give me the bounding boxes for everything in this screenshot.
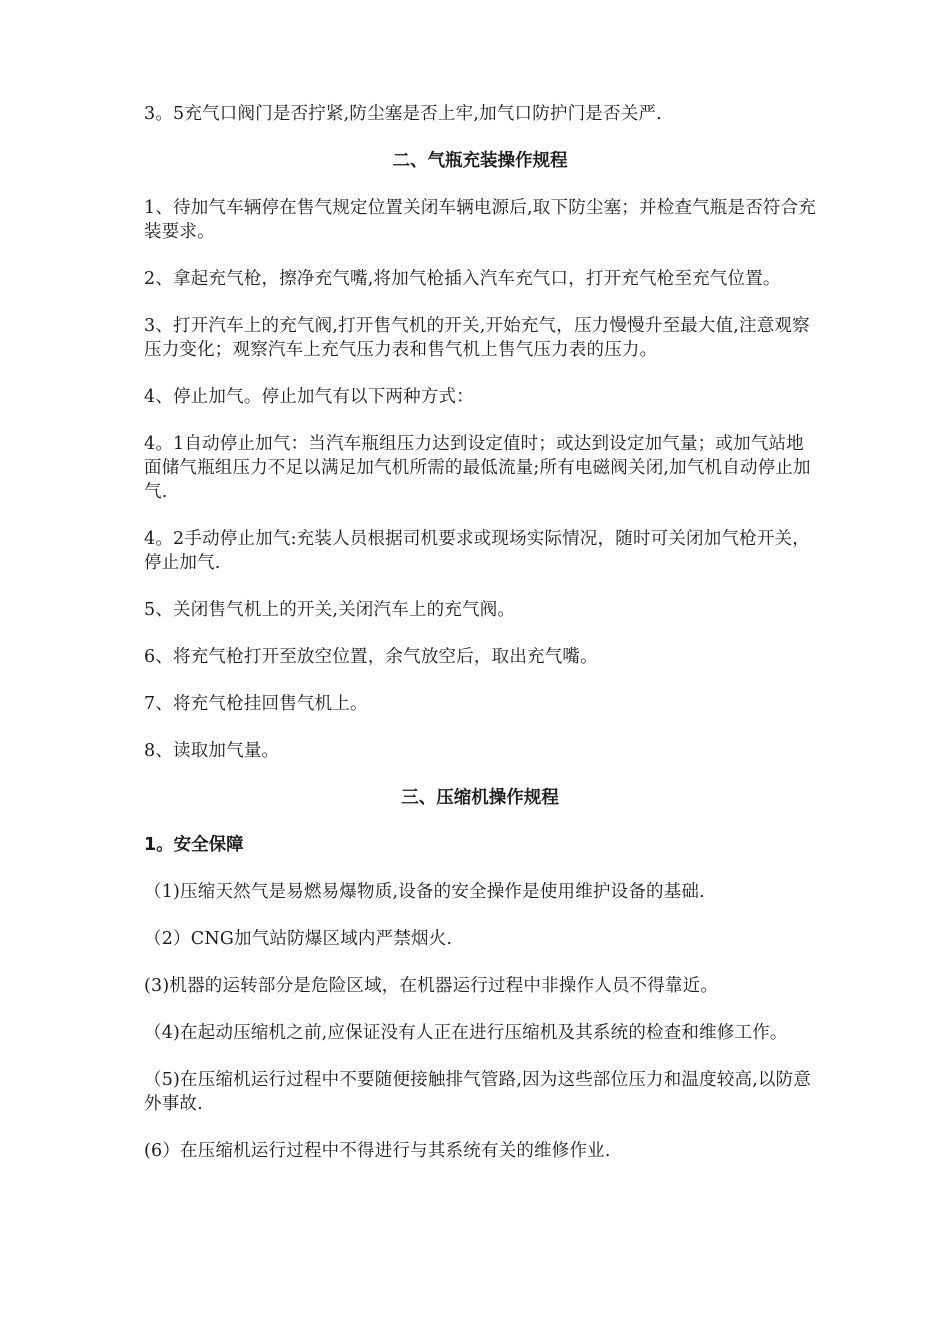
paragraph-s2-7: 7、将充气枪挂回售气机上。	[144, 694, 368, 714]
safety-item-5: （5)在压缩机运行过程中不要随便接触排气管路,因为这些部位压力和温度较高,以防意外事故.	[144, 1070, 812, 1114]
paragraph-s2-2: 2、拿起充气枪，擦净充气嘴,将加气枪插入汽车充气口，打开充气枪至充气位置。	[144, 269, 781, 289]
document-body	[144, 102, 816, 1186]
section-3-heading: 三、压缩机操作规程	[401, 788, 559, 808]
safety-item-6: (6）在压缩机运行过程中不得进行与其系统有关的维修作业.	[144, 1141, 611, 1161]
paragraph-s2-4: 4、停止加气。停止加气有以下两种方式：	[144, 387, 474, 407]
paragraph-3-5: 3。5充气口阀门是否拧紧,防尘塞是否上牢,加气口防护门是否关严.	[144, 104, 662, 124]
paragraph-s2-4-2: 4。2手动停止加气:充装人员根据司机要求或现场实际情况，随时可关闭加气枪开关，停止加气.	[144, 529, 810, 573]
paragraph-s2-8: 8、读取加气量。	[144, 741, 280, 761]
paragraph-s2-3: 3、打开汽车上的充气阀,打开售气机的开关,开始充气，压力慢慢升至最大值,注意观察压力变化；观察汽车上充气压力表和售气机上售气压力表的压力。	[144, 316, 810, 360]
paragraph-s2-4-1: 4。1自动停止加气：当汽车瓶组压力达到设定值时；或达到设定加气量；或加气站地面储气瓶组压力不足以满足加气机所需的最低流量;所有电磁阀关闭,加气机自动停止加气.	[144, 434, 811, 502]
safety-item-3: (3)机器的运转部分是危险区域，在机器运行过程中非操作人员不得靠近。	[144, 976, 719, 996]
paragraph-s2-1: 1、待加气车辆停在售气规定位置关闭车辆电源后,取下防尘塞；并检查气瓶是否符合充装要求。	[144, 198, 816, 242]
safety-item-4: （4)在起动压缩机之前,应保证没有人正在进行压缩机及其系统的检查和维修工作。	[144, 1023, 788, 1043]
safety-item-1: （1)压缩天然气是易燃易爆物质,设备的安全操作是使用维护设备的基础.	[144, 882, 705, 902]
section-2-heading: 二、气瓶充装操作规程	[392, 151, 568, 171]
paragraph-s2-6: 6、将充气枪打开至放空位置，余气放空后，取出充气嘴。	[144, 647, 598, 667]
safety-item-2: （2）CNG加气站防爆区域内严禁烟火.	[144, 929, 453, 949]
paragraph-s2-5: 5、关闭售气机上的开关,关闭汽车上的充气阀。	[144, 600, 516, 620]
subsection-safety-heading: 1。安全保障	[144, 835, 244, 855]
